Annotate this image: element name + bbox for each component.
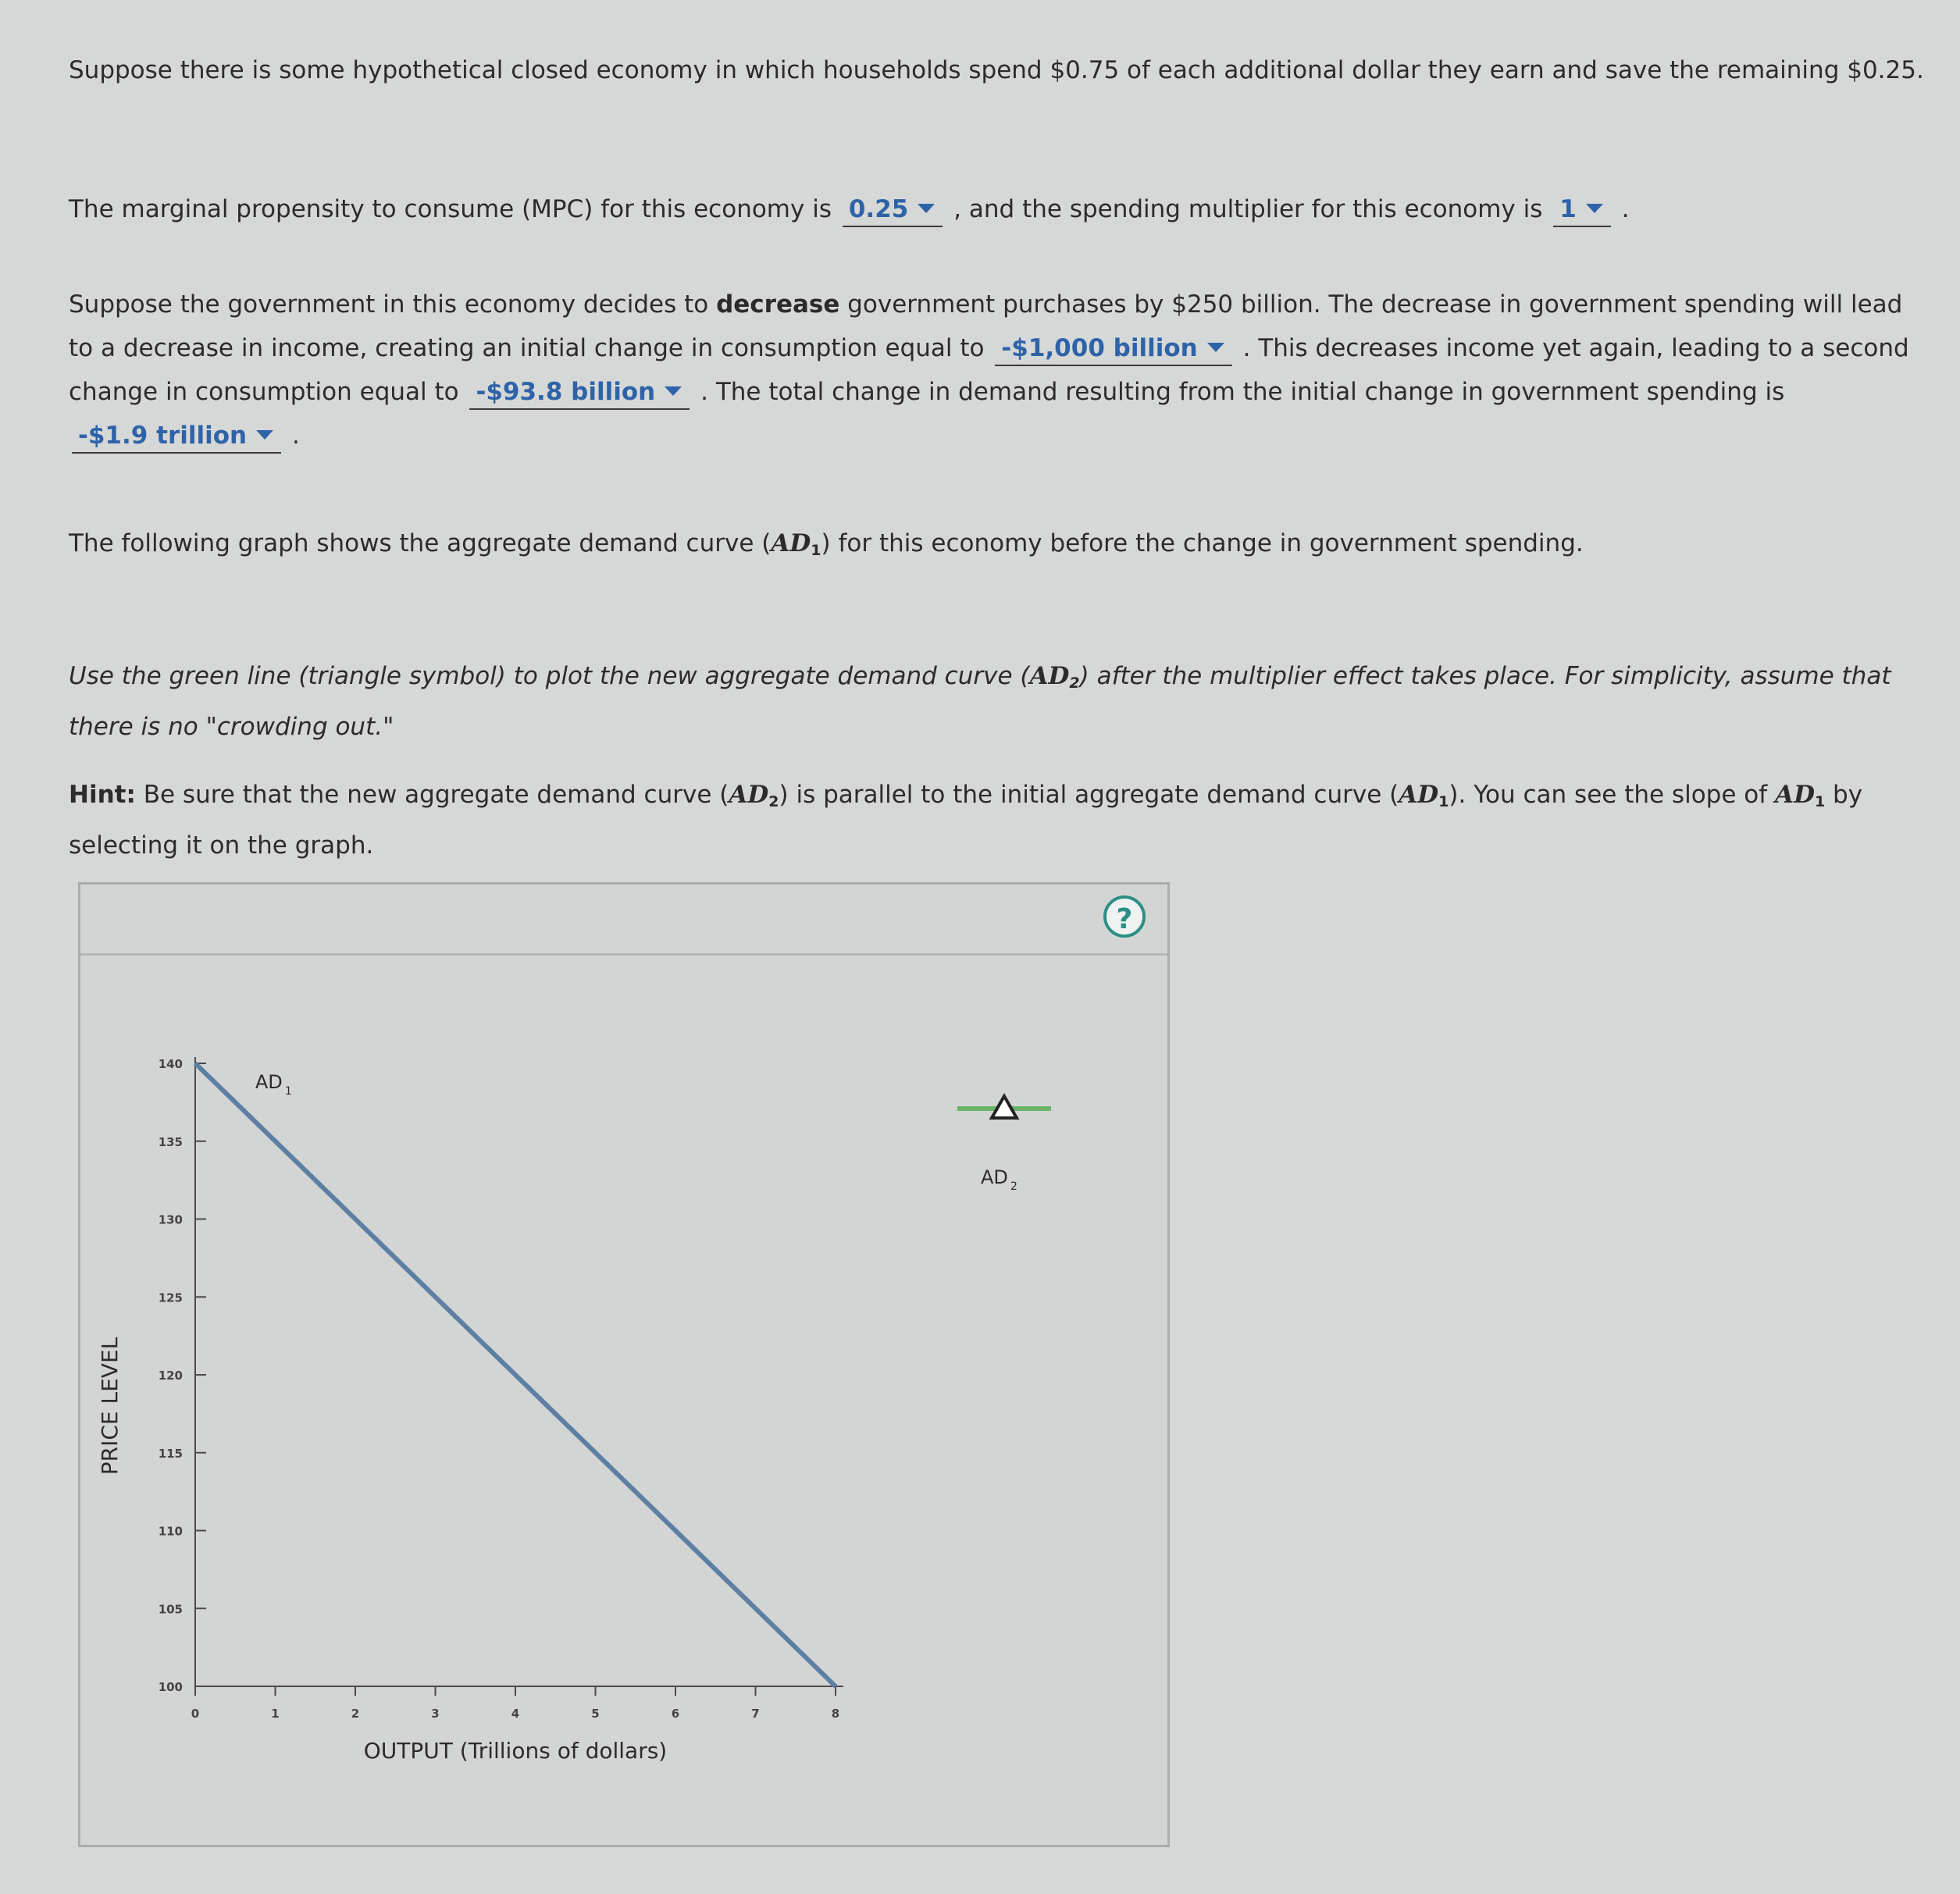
ad1-curve-label-sub: 1: [284, 1084, 292, 1098]
ad1-curve-label: AD: [255, 1070, 283, 1093]
multiplier-dropdown-value: 1: [1559, 195, 1577, 223]
x-axis-label: OUTPUT (Trillions of dollars): [363, 1738, 668, 1764]
y-tick-label: 140: [158, 1057, 183, 1071]
mpc-dropdown[interactable]: [843, 193, 943, 227]
period: .: [291, 422, 300, 450]
ad1-subscript: 1: [811, 542, 821, 559]
decrease-word: decrease: [716, 290, 840, 319]
graph-intro-text: The following graph shows the aggregate demand curve (: [69, 529, 772, 557]
y-tick-label: 135: [158, 1134, 183, 1149]
instruction-text-end: ) after the multiplier effect takes place. For simplicity, assume that there is no "crowding out.": [69, 662, 1891, 741]
y-axis-label: PRICE LEVEL: [97, 1337, 123, 1476]
y-tick-label: 125: [158, 1291, 183, 1305]
x-tick-label: 7: [751, 1707, 760, 1721]
mpc-dropdown-value: 0.25: [848, 195, 909, 223]
second-change-dropdown[interactable]: [469, 376, 690, 410]
multiplier-dropdown[interactable]: [1553, 193, 1611, 227]
chevron-down-icon: [1586, 204, 1603, 213]
spending-text-4: . The total change in demand resulting from the initial change in government spending is: [700, 378, 1785, 406]
y-tick-label: 115: [158, 1446, 183, 1461]
y-tick-label: 120: [158, 1369, 183, 1383]
chevron-down-icon: [918, 204, 935, 213]
total-change-dropdown[interactable]: [72, 419, 281, 454]
graph-intro-text-end: ) for this economy before the change in government spending.: [821, 529, 1584, 557]
second-change-value: -$93.8 billion: [476, 378, 656, 406]
ad1-symbol: AD: [771, 529, 811, 557]
spending-text-2: government purchases by $250 billion. The decrease in government spending will lead to a decrease in income, creating an initial change in consumption equal to: [69, 290, 1903, 362]
x-tick-label: 0: [191, 1707, 200, 1721]
hint-text-3: ). You can see the slope of: [1449, 781, 1768, 809]
x-tick-label: 2: [351, 1707, 360, 1721]
hint-ad1-b: AD: [1775, 781, 1815, 809]
ad2-subscript: 2: [1069, 675, 1080, 692]
ad2-symbol: AD: [1029, 662, 1070, 690]
y-tick-label: 105: [158, 1602, 183, 1617]
multiplier-question-text: , and the spending multiplier for this economy is: [953, 195, 1543, 223]
x-tick-label: 6: [671, 1707, 680, 1721]
x-tick-label: 4: [511, 1707, 520, 1721]
ad1-curve[interactable]: [195, 1063, 836, 1686]
spending-text-1: Suppose the government in this economy decides to: [69, 290, 709, 319]
ad2-tool-label: AD: [981, 1166, 1008, 1188]
initial-change-dropdown[interactable]: [995, 332, 1231, 366]
total-change-value: -$1.9 trillion: [78, 422, 248, 450]
hint-ad1-sub: 1: [1438, 793, 1449, 810]
hint-ad2: AD: [729, 781, 769, 809]
intro-paragraph: [69, 48, 1927, 92]
drawing-palette[interactable]: [957, 1096, 1051, 1193]
mpc-question-text: The marginal propensity to consume (MPC) for this economy is: [69, 195, 832, 223]
hint-ad1: AD: [1399, 781, 1439, 809]
chart-axes: [195, 1057, 843, 1686]
x-tick-label: 5: [591, 1707, 600, 1721]
chevron-down-icon: [256, 430, 273, 440]
period: .: [1621, 195, 1630, 223]
instruction-text: Use the green line (triangle symbol) to plot the new aggregate demand curve (: [69, 662, 1030, 690]
question-spending-change: [69, 283, 1927, 457]
x-tick-label: 8: [831, 1707, 840, 1721]
hint-ad1-b-sub: 1: [1814, 793, 1826, 810]
y-tick-label: 130: [158, 1212, 183, 1227]
ad2-tool-label-sub: 2: [1010, 1180, 1017, 1193]
hint-label: Hint:: [69, 781, 136, 809]
chevron-down-icon: [1207, 343, 1224, 352]
hint-text-2: ) is parallel to the initial aggregate demand curve (: [779, 781, 1399, 809]
hint-text-4: by selecting it on the graph.: [69, 781, 1863, 860]
question-mpc: [69, 187, 1927, 231]
help-button[interactable]: ?: [1103, 895, 1146, 938]
chart-ticks: [159, 1057, 840, 1721]
x-tick-label: 1: [271, 1707, 280, 1721]
intro-text: Suppose there is some hypothetical closed economy in which households spend $0.75 of each additional dollar they earn and save the remaining $0.25.: [69, 56, 1924, 84]
aggregate-demand-chart[interactable]: [78, 882, 1165, 1842]
y-tick-label: 110: [158, 1524, 183, 1539]
spending-text-3: . This decreases income yet again, leading to a second change in consumption equal to: [69, 334, 1909, 406]
y-tick-label: 100: [158, 1680, 183, 1694]
x-tick-label: 3: [431, 1707, 440, 1721]
initial-change-value: -$1,000 billion: [1001, 334, 1198, 362]
chevron-down-icon: [665, 386, 682, 396]
hint-paragraph: [69, 773, 1927, 867]
instruction-paragraph: [69, 654, 1927, 749]
chart-curves[interactable]: [195, 1063, 836, 1686]
hint-ad2-sub: 2: [768, 793, 779, 810]
hint-text-1: Be sure that the new aggregate demand curve (: [143, 781, 729, 809]
graph-intro: [69, 522, 1927, 572]
